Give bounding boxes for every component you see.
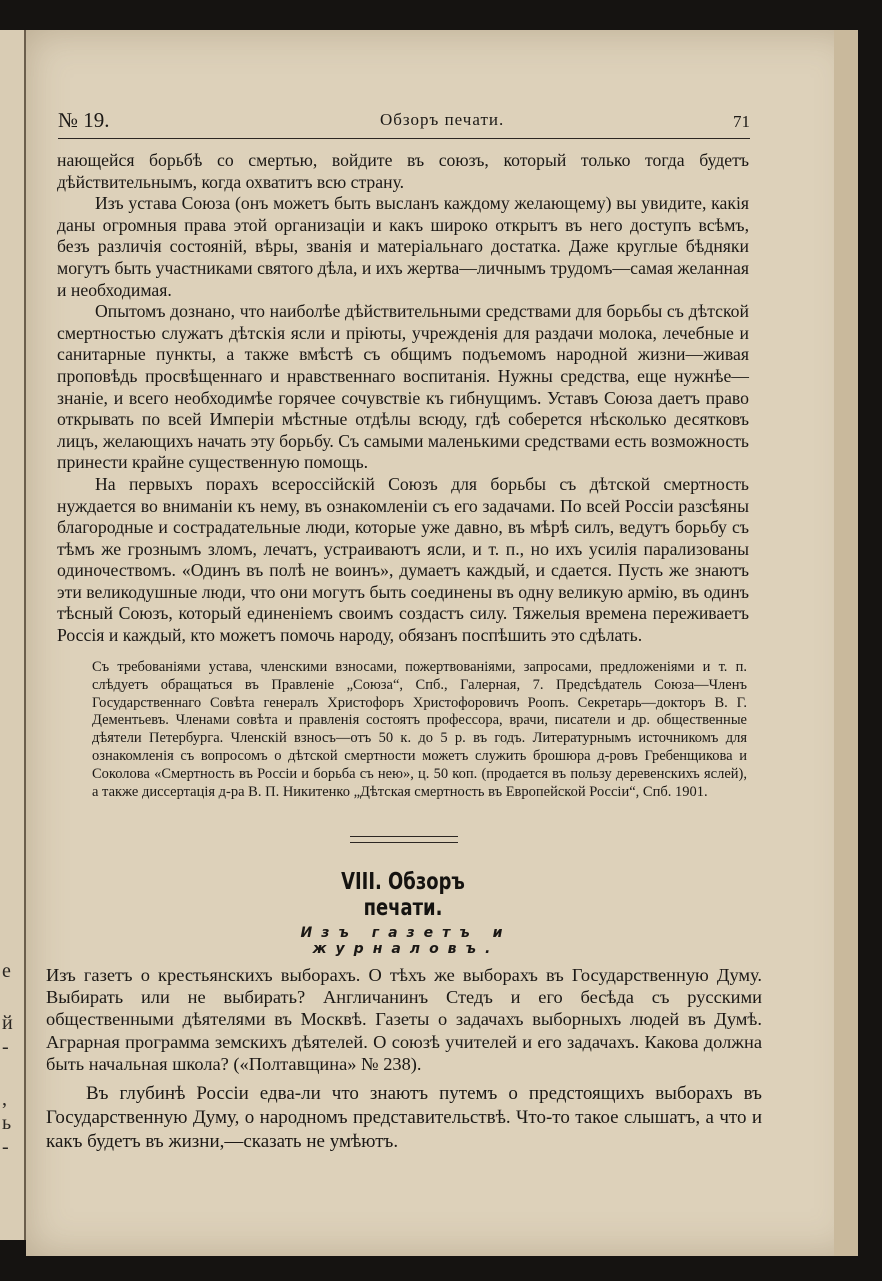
facing-page-fragment: ь — [2, 1112, 12, 1134]
facing-page-fragment: , — [2, 1088, 7, 1110]
document-page — [26, 30, 858, 1256]
section-body — [46, 1082, 762, 1154]
main-text — [57, 150, 749, 647]
page-number: 71 — [733, 112, 750, 131]
running-header — [58, 108, 750, 139]
paragraph: На первыхъ порахъ всероссійскій Союзъ для борьбы съ дѣтской смертность нуждается во вниманіи къ нему, въ ознакомленіи съ его задачами. По всей Россіи разсѣяны благородные и сострадательные люди, которые уже давно, въ мѣрѣ силъ, ведутъ борьбу съ тѣмъ же грознымъ зломъ, лечатъ, устраиваютъ ясли, и т. п., но ихъ усилія парализованы одиночествомъ. «Одинъ въ полѣ не воинъ», думаетъ каждый, и сдается. Пусть же знаютъ эти великодушные люди, что они могутъ быть соединены въ одну великую армію, въ одинъ тѣсный Союзъ, который единеніемъ своимъ создастъ силу. Тяжелыя времена переживаетъ Россія и каждый, кто можетъ помочь народу, обязанъ поспѣшить это сдѣлать. — [57, 473, 749, 646]
running-title: Обзоръ печати. — [380, 110, 505, 129]
section-subheading: Изъ газетъ и журналовъ. — [300, 925, 512, 957]
facing-page-fragment: - — [2, 1136, 9, 1158]
facing-page-fragment: й — [2, 1012, 13, 1034]
section-divider — [350, 836, 458, 843]
page-edge-shadow — [834, 30, 858, 1256]
paragraph: Опытомъ дознано, что наиболѣе дѣйствительными средствами для борьбы съ дѣтской смертностью служатъ дѣтскія ясли и пріюты, учрежденія для раздачи молока, лечебные и санитарные пункты, а также вмѣстѣ съ общимъ подъемомъ народной жизни—живая проповѣдь просвѣщеннаго и нравственнаго воспитанія. Нужны средства, еще нужнѣе—знаніе, и всего необходимѣе горячее сочувствіе къ гибнущимъ. Уставъ Союза даетъ право открывать по всей Имперіи мѣстные отдѣлы всюду, гдѣ соберется нѣсколько десятковъ лицъ, желающихъ начать эту борьбу. Съ самыми маленькими средствами есть возможность принести крайне существенную помощь. — [57, 301, 749, 473]
section-summary: Изъ газетъ о крестьянскихъ выборахъ. О тѣхъ же выборахъ въ Государственную Думу. Выбирать или не выбирать? Англичанинъ Стедъ и его бесѣда съ русскими общественными дѣятелями въ Москвѣ. Газеты о задачахъ выборныхъ людей въ Думѣ. Аграрная программа земскихъ дѣятелей. О союзѣ учителей и его задачахъ. Какова должна быть начальная школа? («Полтавщина» № 238). — [46, 965, 762, 1074]
footnote-block: Съ требованіями устава, членскими взносами, пожертвованіями, запросами, предложеніями и т. п. слѣдуетъ обращаться въ Правленіе „Союза“, Спб., Галерная, 7. Предсѣдатель Союза—Членъ Государственнаго Совѣта генералъ Христофоръ Христофоровичъ Роопъ. Секретарь—докторъ В. Г. Дементьевъ. Членами совѣта и правленія состоятъ профессора, врачи, писатели и др. общественные дѣятели Петербурга. Членскій взносъ—отъ 50 к. до 5 р. въ годъ. Литературнымъ источникомъ для ознакомленія съ вопросомъ о дѣтской смертности можетъ служить брошюра д-ровъ Гребенщикова и Соколова «Смертность въ Россіи и борьба съ нею», ц. 50 коп. (продается въ пользу деревенскихъ яслей), а также диссертація д-ра В. П. Никитенко „Дѣтская смертность въ Европейской Россіи“, Спб. 1901. — [92, 659, 747, 800]
facing-page-fragment: е — [2, 960, 11, 982]
paragraph: Въ глубинѣ Россіи едва-ли что знаютъ путемъ о предстоящихъ выборахъ въ Государственную Думу, о народномъ представительствѣ. Что-то такое слышатъ, а что и какъ будетъ въ жизни,—сказать не умѣютъ. — [46, 1083, 762, 1152]
paragraph: Изъ устава Союза (онъ можетъ быть высланъ каждому желающему) вы увидите, какія даны огромныя права этой организаціи и какъ широко открытъ въ него доступъ всѣмъ, безъ различія состояній, вѣры, званія и матеріальнаго достатка. Даже круглые бѣдняки могутъ быть участниками святого дѣла, и ихъ жертва—личнымъ трудомъ—самая желанная и необходимая. — [57, 193, 749, 300]
paragraph: нающейся борьбѣ со смертью, войдите въ союзъ, который только тогда будетъ дѣйствительнымъ, когда охватитъ всю страну. — [57, 150, 749, 192]
facing-page-fragment: - — [2, 1036, 9, 1058]
section-heading: VIII. Обзоръ печати. — [341, 869, 465, 921]
issue-number: № 19. — [58, 108, 110, 132]
facing-page-edge — [0, 30, 26, 1240]
